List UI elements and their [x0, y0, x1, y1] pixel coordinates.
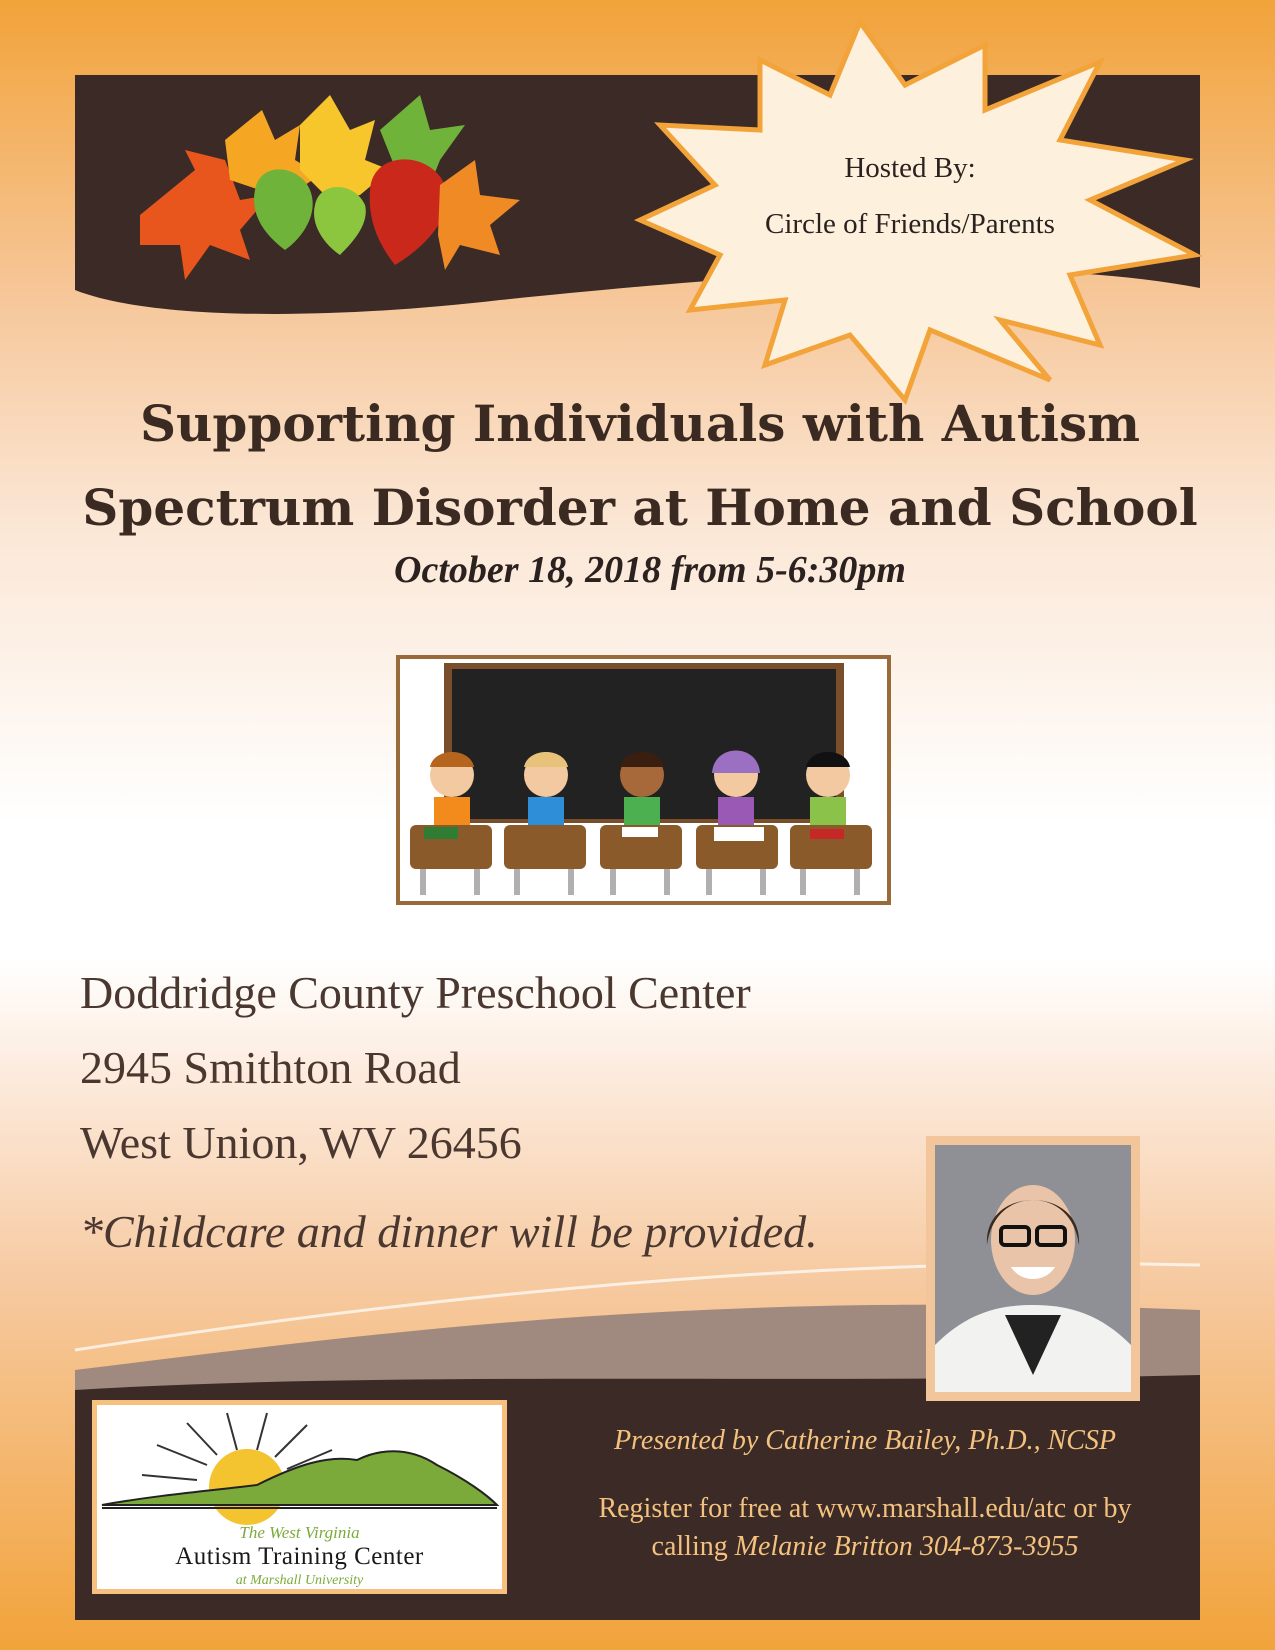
- classroom-illustration: [396, 655, 891, 905]
- hosted-label: Hosted By:: [844, 152, 976, 184]
- host-name: Circle of Friends/Parents: [765, 208, 1055, 240]
- venue-name: Doddridge County Preschool Center: [80, 967, 751, 1018]
- calling-word: calling: [651, 1531, 728, 1562]
- atc-logo: [92, 1400, 507, 1594]
- logo-line-3: at Marshall University: [235, 1573, 364, 1588]
- sun-mountain-logo: [97, 1405, 502, 1525]
- contact-name: Melanie Britton: [734, 1531, 913, 1562]
- register-line-2: [515, 1528, 1215, 1566]
- event-date: October 18, 2018 from 5-6:30pm: [394, 549, 906, 591]
- register-line-1: Register for free at www.marshall.edu/atc or by: [598, 1493, 1132, 1524]
- childcare-note: *Childcare and dinner will be provided.: [80, 1206, 818, 1257]
- logo-line-2: Autism Training Center: [175, 1543, 424, 1570]
- street-address: 2945 Smithton Road: [80, 1042, 461, 1093]
- hosted-by: [700, 140, 1120, 252]
- city-state-zip: West Union, WV 26456: [80, 1117, 522, 1168]
- venue-address: [80, 955, 751, 1180]
- presenter-credit: Presented by Catherine Bailey, Ph.D., NCSP: [613, 1425, 1117, 1456]
- title-line-2: Spectrum Disorder at Home and School: [82, 478, 1198, 537]
- presenter-photo: [926, 1136, 1140, 1401]
- event-title: [60, 382, 1220, 550]
- title-line-1: Supporting Individuals with Autism: [139, 394, 1141, 453]
- contact-phone: 304-873-3955: [919, 1531, 1079, 1562]
- registration-info: [515, 1490, 1215, 1566]
- logo-line-1: The West Virginia: [239, 1523, 360, 1542]
